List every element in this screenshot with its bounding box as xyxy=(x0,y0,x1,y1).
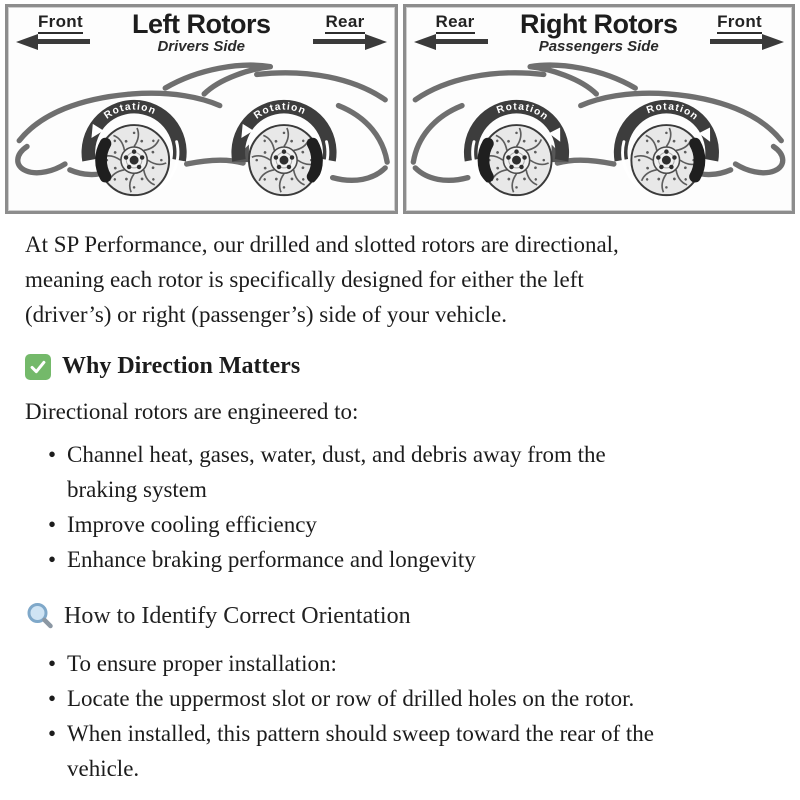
list-item: • Enhance braking performance and longevity xyxy=(48,542,775,577)
front-label: Front xyxy=(717,13,762,34)
right-arrow-icon xyxy=(313,34,387,50)
panel-subtitle: Passengers Side xyxy=(538,38,659,56)
rear-label: Rear xyxy=(436,13,475,34)
rear-direction-indicator xyxy=(299,13,387,50)
front-direction-indicator xyxy=(696,13,784,50)
heading-text: How to Identify Correct Orientation xyxy=(64,603,411,629)
car-silhouette-left xyxy=(8,55,395,201)
left-rotors-panel xyxy=(5,4,398,214)
intro-line: meaning each rotor is specifically designed for either the left xyxy=(25,267,584,292)
front-wheel-rotor xyxy=(82,100,187,195)
list-item: • To ensure proper installation: xyxy=(48,646,775,681)
section-heading-identify-orientation xyxy=(25,599,775,634)
left-panel-title-block xyxy=(104,10,299,55)
right-rotors-panel xyxy=(403,4,796,214)
list-item: • Improve cooling efficiency xyxy=(48,507,775,542)
front-wheel-rotor xyxy=(613,100,718,195)
check-mark-icon xyxy=(25,354,51,380)
panel-subtitle: Drivers Side xyxy=(157,38,246,56)
right-panel-header xyxy=(406,7,793,55)
intro-line: (driver’s) or right (passenger’s) side of your vehicle. xyxy=(25,302,508,327)
magnifying-glass-icon xyxy=(25,601,56,632)
benefits-list xyxy=(25,437,775,577)
panel-title: Right Rotors xyxy=(520,9,678,39)
front-direction-indicator xyxy=(16,13,104,50)
heading-text: Why Direction Matters xyxy=(62,353,301,379)
intro-paragraph xyxy=(25,227,775,332)
lead-sentence: Directional rotors are engineered to: xyxy=(25,399,359,424)
list-item: • Locate the uppermost slot or row of drilled holes on the rotor. xyxy=(48,681,775,716)
orientation-steps-list xyxy=(25,646,775,786)
rear-direction-indicator xyxy=(414,13,502,50)
rear-label: Rear xyxy=(325,13,364,34)
panel-title: Left Rotors xyxy=(132,9,271,39)
list-item: • When installed, this pattern should sweep toward the rear of the vehicle. xyxy=(48,716,775,786)
left-arrow-icon xyxy=(414,34,488,50)
left-arrow-icon xyxy=(16,34,90,50)
list-item: • Channel heat, gases, water, dust, and debris away from the braking system xyxy=(48,437,775,507)
article-body xyxy=(0,227,800,786)
front-label: Front xyxy=(38,13,83,34)
right-arrow-icon xyxy=(710,34,784,50)
right-panel-title-block xyxy=(502,10,697,55)
intro-line: At SP Performance, our drilled and slotted rotors are directional, xyxy=(25,232,619,257)
left-panel-header xyxy=(8,7,395,55)
section-heading-why-direction-matters xyxy=(25,349,775,384)
rotor-direction-diagram xyxy=(0,0,800,214)
car-silhouette-right xyxy=(406,55,793,201)
